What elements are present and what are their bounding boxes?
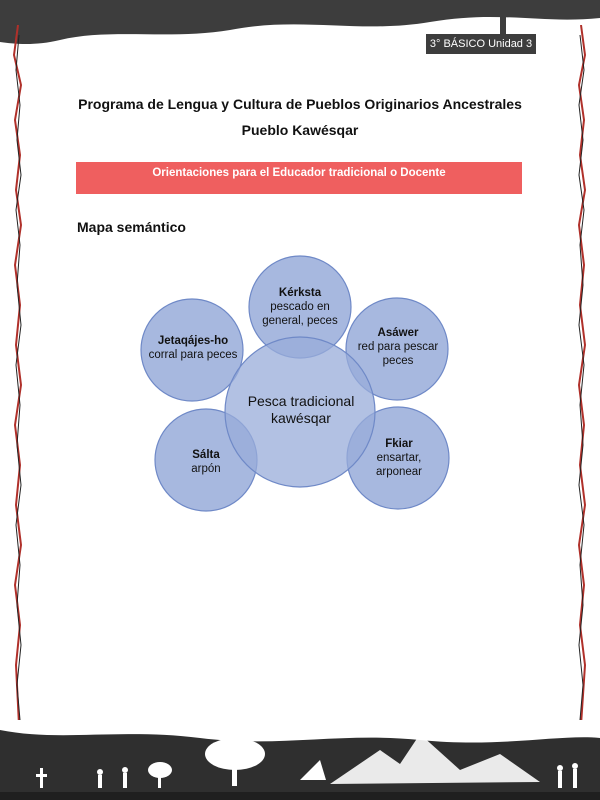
node-meaning: red para pescar peces [357, 341, 439, 367]
node-salta [166, 448, 246, 476]
footer-landscape-band [0, 720, 600, 800]
section-title: Mapa semántico [77, 219, 186, 235]
orientation-banner: Orientaciones para el Educador tradicional o Docente [76, 162, 522, 194]
node-meaning: arpón [191, 463, 221, 475]
center-label: Pesca tradicional kawésqar [247, 393, 355, 426]
node-kerksta [250, 286, 350, 328]
node-term: Sálta [192, 449, 220, 461]
people-title: Pueblo Kawésqar [241, 122, 359, 138]
node-asawer [352, 326, 444, 368]
node-jetaqajes [148, 334, 238, 362]
node-term: Jetaqájes-ho [157, 335, 229, 347]
unit-badge: 3° BÁSICO Unidad 3 [426, 34, 536, 54]
node-fkiar [360, 437, 438, 479]
node-term: Asáwer [377, 327, 419, 339]
node-term: Fkiar [385, 438, 413, 450]
node-meaning: pescado en general, peces [262, 301, 338, 327]
node-meaning: ensartar, arponear [375, 452, 423, 478]
program-title: Programa de Lengua y Cultura de Pueblos Originarios Ancestrales [78, 96, 522, 112]
node-term: Kérksta [278, 287, 322, 299]
node-meaning: corral para peces [148, 349, 238, 361]
